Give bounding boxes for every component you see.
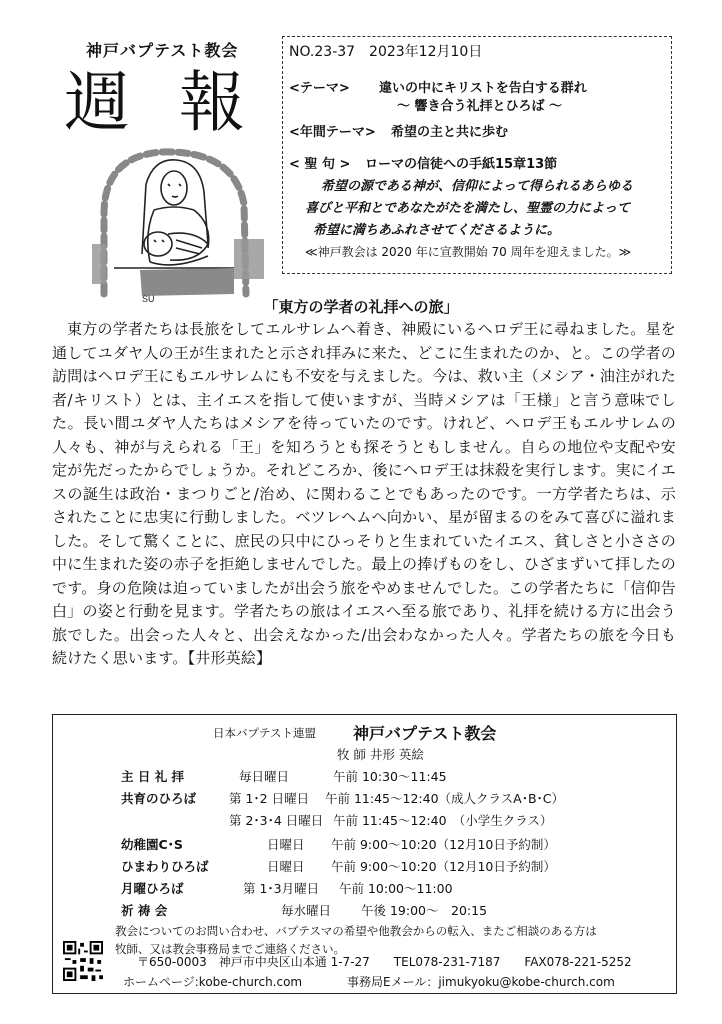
madonna-child-illustration	[84, 144, 280, 310]
schedule-time: 午前 9:00～10:20（12月10日予約制）	[331, 837, 556, 852]
church-info-box	[52, 714, 677, 994]
schedule-day: 第 2･3･4 日曜日	[229, 813, 324, 828]
annual-theme-label: <年間テーマ>	[289, 125, 376, 140]
annual-theme: 希望の主と共に歩む	[391, 125, 509, 140]
schedule-time: 午前 11:45～12:40（成人クラスA･B･C）	[325, 791, 564, 806]
schedule-time: 午前 10:00～11:00	[339, 881, 453, 896]
figure-lines	[114, 160, 234, 268]
issue-number-date: NO.23-37 2023年12月10日	[289, 44, 483, 60]
verse-reference: ローマの信徒への手紙15章13節	[365, 157, 558, 172]
schedule-day: 第 1･3月曜日	[243, 881, 320, 896]
schedule-day: 毎水曜日	[281, 903, 332, 918]
schedule-time: 午前 11:45～12:40 （小学生クラス）	[333, 813, 553, 828]
footer-church-name: 神戸バプテスト教会	[353, 724, 497, 743]
schedule-day: 日曜日	[267, 859, 305, 874]
verse-label: < 聖 句 >	[289, 157, 351, 172]
union-name: 日本バプテスト連盟	[213, 726, 317, 740]
article-text: 東方の学者たちは長旅をしてエルサレムへ着き、神殿にいるヘロデ王に尋ねました。星を通してユダヤ人の王が生まれたと示され拝みに来た、どこに生まれたのか、と。この学者の訪問はヘロデ王にもエルサレムにも不安を与えました。今は、救い主（メシア・油注がれた者/キリスト）とは、主イエスを指して使いますが、当時メシアは「王様」と言う意味でした。長い間ユダヤ人たちはメシアを待っていたのです。けれど、ヘロデ王もエルサレムの人々も、神が与えられる「王」を知ろうとも探そうともしません。自らの地位や支配や安定が先だったからでしょうか。それどころか、後にヘロデ王は抹殺を実行します。実にイエスの誕生は政治・まつりごと/治め、に関わることでもあったのです。一方学者たちは、示されたことに忠実に行動しました。ベツレヘムへ向かい、星が留まるのをみて喜びに溢れました。そして驚くことに、庶民の只中にひっそりと生まれていたイエス、貧しさと小ささの中に生まれた姿の赤子を拒絶しませんでした。最上の捧げものをし、ひざまずいて拝したのです。身の危険は迫っていましたが出会う旅をやめませんでした。この学者たちに「信仰告白」の姿と行動を見ます。学者たちの旅はイエスへ至る旅であり、礼拝を続ける方に出会う旅でした。出会った人々と、出会えなかった/出会わなかった人々。学者たちの旅を今日も続けたく思います。【井形英絵】	[52, 320, 676, 667]
theme-line-2: ～ 響き合う礼拝とひろば ～	[397, 99, 563, 114]
address-phone-fax: 〒650-0003 神戸市中央区山本通 1-7-27 TEL078-231-7187 FAX078-221-5252	[137, 955, 632, 969]
schedule-name: ひまわりひろば	[121, 859, 209, 874]
schedule-day: 第 1･2 日曜日	[229, 791, 310, 806]
homepage-link[interactable]: ホームページ:kobe-church.com	[123, 975, 303, 989]
email-link[interactable]: 事務局Eメール：jimukyoku@kobe-church.com	[347, 975, 615, 989]
schedule-name: 祈 祷 会	[121, 903, 168, 918]
qr-code-icon[interactable]	[63, 941, 103, 981]
schedule-name: 月曜ひろば	[121, 881, 184, 896]
schedule-time: 午前 9:00～10:20（12月10日予約制）	[331, 859, 556, 874]
schedule-name: 共育のひろば	[121, 791, 197, 806]
schedule-day: 毎日曜日	[239, 769, 290, 784]
contact-note-1: 教会についてのお問い合わせ、バプテスマの希望や他教会からの転入、またご相談のある方は	[115, 924, 597, 938]
base-block	[140, 268, 234, 296]
pastor-name: 牧 師 井形 英絵	[337, 747, 424, 762]
schedule-time: 午前 10:30～11:45	[333, 769, 447, 784]
verse-line-1: 希望の源である神が、信仰によって得られるあらゆる	[321, 179, 634, 194]
theme-label: <テーマ>	[289, 81, 350, 96]
weekly-bulletin-title: 週 報	[64, 64, 259, 141]
article-title: 「東方の学者の礼拝への旅」	[263, 298, 459, 316]
schedule-time: 午後 19:00～ 20:15	[361, 903, 488, 918]
info-box	[282, 36, 672, 274]
article-body	[52, 318, 676, 671]
church-name: 神戸バプテスト教会	[86, 41, 239, 60]
anniversary-note: ≪神戸教会は 2020 年に宣教開始 70 周年を迎えました。≫	[305, 245, 632, 259]
verse-line-2: 喜びと平和とであなたがたを満たし、聖霊の力によって	[305, 201, 631, 216]
schedule-name: 主 日 礼 拝	[121, 769, 185, 784]
schedule-name: 幼稚園C･S	[121, 837, 183, 852]
illustration-signature: SU	[142, 294, 155, 304]
contact-note-2: 牧師、又は教会事務局までご連絡ください。	[115, 942, 345, 956]
schedule-day: 日曜日	[267, 837, 305, 852]
verse-line-3: 希望に満ちあふれさせてくださるように。	[313, 223, 561, 238]
theme-line-1: 違いの中にキリストを告白する群れ	[379, 81, 587, 96]
